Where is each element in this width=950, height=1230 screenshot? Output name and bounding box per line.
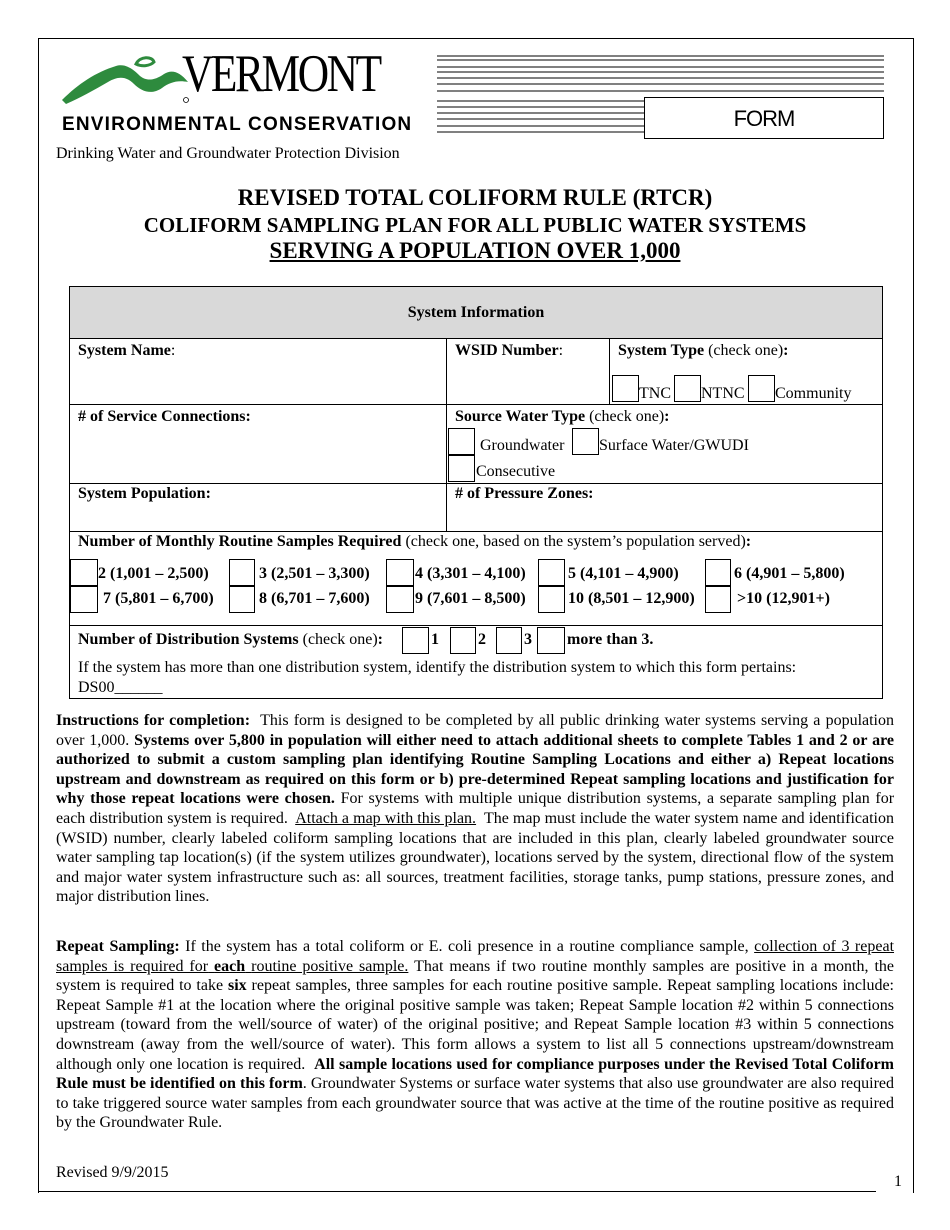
samples-10-checkbox[interactable] <box>538 586 565 613</box>
title-line-3: SERVING A POPULATION OVER 1,000 <box>269 238 681 263</box>
mountain-shape <box>62 65 188 104</box>
samples-5-label: 5 (4,101 – 4,900) <box>568 565 679 582</box>
distribution-systems-label: Number of Distribution Systems (check one): <box>78 631 383 648</box>
title-line-1: REVISED TOTAL COLIFORM RULE (RTCR) <box>237 185 713 210</box>
dist-1-checkbox[interactable] <box>402 627 429 654</box>
surface-water-checkbox[interactable] <box>572 428 599 455</box>
ntnc-checkbox[interactable] <box>674 375 701 402</box>
samples-5-checkbox[interactable] <box>538 559 565 586</box>
logo-wordmark: VERMONT <box>182 45 380 103</box>
pressure-zones-label: # of Pressure Zones: <box>455 485 594 502</box>
division-name: Drinking Water and Groundwater Protection Division <box>56 145 400 162</box>
revision-date: Revised 9/9/2015 <box>56 1164 169 1181</box>
ntnc-label: NTNC <box>701 385 745 402</box>
source-water-label: Source Water Type (check one): <box>455 408 670 425</box>
instructions-paragraph: Instructions for completion: This form is designed to be completed by all public drinking water systems serving a population over 1,000. Systems over 5,800 in population will either need to attach additional sheets to complete Tables 1 and 2 or are authorized to submit a custom sampling plan identifying Routine Sampling Locations and either a) Repeat locations upstream and downstream as required on this form or b) pre-determined Repeat sampling locations and justification for why those repeat locations were chosen. For systems with multiple unique distribution systems, a separate sampling plan for each distribution system is required. Attach a map with this plan. The map must include the water system name and identification (WSID) number, clearly labeled coliform sampling locations that are included in this plan, clearly labeled groundwater source water sampling tap location(s) (if the system utilizes groundwater), locations served by the system, directional flow of the system and major water system infrastructure such as: all sources, treatment facilities, storage tanks, pump stations, pressure zones, and major distribution lines. <box>56 712 895 906</box>
title-line-2: COLIFORM SAMPLING PLAN FOR ALL PUBLIC WATER SYSTEMS <box>143 213 807 237</box>
consecutive-label: Consecutive <box>476 463 556 480</box>
community-checkbox[interactable] <box>748 375 775 402</box>
consecutive-checkbox[interactable] <box>448 455 475 482</box>
samples-6-checkbox[interactable] <box>705 559 731 586</box>
samples-9-label: 9 (7,601 – 8,500) <box>415 590 526 607</box>
surface-water-label: Surface Water/GWUDI <box>599 437 749 454</box>
samples-2-label: 2 (1,001 – 2,500) <box>98 565 209 582</box>
footer-rule <box>38 1191 876 1192</box>
ds-field[interactable]: DS00______ <box>78 679 163 696</box>
tnc-label: TNC <box>639 385 671 402</box>
dist-more-checkbox[interactable] <box>537 627 565 654</box>
distribution-note: If the system has more than one distribution system, identify the distribution system to which this form pertains: <box>78 659 797 676</box>
system-name-label: System Name: <box>78 342 176 359</box>
samples-4-label: 4 (3,301 – 4,100) <box>415 565 526 582</box>
samples-4-checkbox[interactable] <box>386 559 414 586</box>
samples-8-label: 8 (6,701 – 7,600) <box>259 590 370 607</box>
sun-arc <box>136 58 154 66</box>
dist-3-label: 3 <box>524 631 532 648</box>
samples-7-checkbox[interactable] <box>70 586 98 613</box>
system-information-table <box>69 286 883 699</box>
community-label: Community <box>775 385 852 402</box>
samples-3-checkbox[interactable] <box>229 559 255 586</box>
samples-7-label: 7 (5,801 – 6,700) <box>103 590 214 607</box>
samples-2-checkbox[interactable] <box>70 559 98 586</box>
page-number: 1 <box>894 1173 902 1190</box>
dist-2-label: 2 <box>478 631 486 648</box>
system-type-label: System Type (check one): <box>618 342 789 359</box>
dist-more-label: more than 3. <box>567 631 654 648</box>
repeat-sampling-paragraph: Repeat Sampling: If the system has a total coliform or E. coli presence in a routine compliance sample, collection of 3 repeat samples is required for each routine positive sample. That means if two routine monthly samples are positive in a month, the system is required to take six repeat samples, three samples for each routine positive sample. Repeat sampling locations include: Repeat Sample #1 at the location where the original positive sample was taken; Repeat Sample location #2 within 5 connections upstream (toward from the well/source of water) of the original positive; and Repeat Sample location #3 within 5 connections downstream (away from the well/source of water). This form allows a system to list all 5 connections upstream/downstream although only one location is required. All sample locations used for compliance purposes under the Revised Total Coliform Rule must be identified on this form. Groundwater Systems or surface water systems that also use groundwater are also required to take triggered source water samples from each groundwater source that was active at the time of the routine positive as required by the Groundwater Rule. <box>56 938 895 1132</box>
wsid-label: WSID Number: <box>455 342 564 359</box>
form-label-box: FORM <box>644 97 884 139</box>
samples-10-label: 10 (8,501 – 12,900) <box>568 590 695 607</box>
vermont-dec-logo <box>56 45 413 140</box>
samples-over-10-label: >10 (12,901+) <box>737 590 830 607</box>
dist-2-checkbox[interactable] <box>450 627 476 654</box>
samples-3-label: 3 (2,501 – 3,300) <box>259 565 370 582</box>
dist-3-checkbox[interactable] <box>496 627 522 654</box>
mountain-logo-icon <box>60 54 190 109</box>
tnc-checkbox[interactable] <box>612 375 639 402</box>
samples-8-checkbox[interactable] <box>229 586 255 613</box>
population-label: System Population: <box>78 485 211 502</box>
groundwater-checkbox[interactable] <box>448 428 475 455</box>
table-heading: System Information <box>70 287 882 339</box>
samples-required-label: Number of Monthly Routine Samples Required (check one, based on the system’s population served): <box>78 533 752 550</box>
service-connections-label: # of Service Connections: <box>78 408 251 425</box>
samples-over-10-checkbox[interactable] <box>705 586 731 613</box>
samples-6-label: 6 (4,901 – 5,800) <box>734 565 845 582</box>
logo-subtitle: ENVIRONMENTAL CONSERVATION <box>62 114 413 135</box>
groundwater-label: Groundwater <box>480 437 565 454</box>
dist-1-label: 1 <box>431 631 439 648</box>
samples-9-checkbox[interactable] <box>386 586 414 613</box>
